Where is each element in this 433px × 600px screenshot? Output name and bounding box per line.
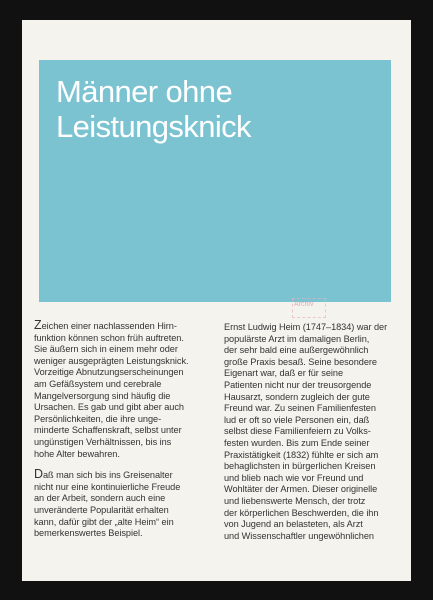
title-line-1: Männer ohne: [56, 74, 233, 109]
paragraph-heim-example: [34, 469, 212, 540]
right-text-column: [224, 322, 402, 542]
text-line: nicht nur eine kontinuierliche Freude: [34, 481, 181, 492]
title-banner: [39, 60, 391, 302]
text-line: Eigenart war, daß er für seine: [224, 368, 344, 379]
text-line: Ursachen. Es gab und gibt aber auch: [34, 402, 184, 413]
text-line: Persönlichkeiten, die ihre unge-: [34, 413, 162, 424]
text-line: der sehr bald eine außergewöhnlich: [224, 345, 369, 356]
text-line: behaglichsten in bürgerlichen Kreisen: [224, 461, 376, 472]
text-line: Ernst Ludwig Heim (1747–1834) war der: [224, 322, 388, 332]
text-line: unveränderte Popularität erhalten: [34, 504, 169, 515]
text-line: Patienten nicht nur der treusorgende: [224, 379, 372, 390]
text-line: Freund war. Zu seinen Familienfesten: [224, 403, 376, 414]
text-line: populärste Arzt im damaligen Berlin,: [224, 333, 370, 344]
text-line: lud er oft so viele Personen ein, daß: [224, 414, 370, 425]
text-line: von Jugend an belasteten, als Arzt: [224, 519, 363, 530]
text-line: bemerkenswertes Beispiel.: [34, 528, 143, 539]
text-line: und Wissenschaftler ungewöhnlichen: [224, 530, 374, 541]
text-line: große Praxis besaß. Seine besondere: [224, 356, 377, 367]
text-line: an der Arbeit, sondern auch eine: [34, 493, 166, 504]
text-line: Sie äußern sich in einem mehr oder: [34, 344, 178, 355]
text-line: und blieb nach wie vor Freund und: [224, 472, 364, 483]
text-line: Hausarzt, sondern zugleich der gute: [224, 391, 370, 402]
page-title: [56, 74, 386, 144]
text-line: selbst diese Familienfeiern zu Volks-: [224, 426, 371, 437]
text-line: Mangelversorgung sind häufig die: [34, 390, 171, 401]
paragraph-biography: [224, 322, 402, 542]
paragraph-intro: [34, 320, 212, 460]
text-line: festen wurden. Bis zum Ende seiner: [224, 437, 370, 448]
text-line: Praxistätigkeit (1832) fühlte er sich am: [224, 449, 379, 460]
text-line: aß man sich bis ins Greisenalter: [42, 470, 173, 481]
text-line: eichen einer nachlassenden Hirn-: [41, 321, 177, 331]
title-line-2: Leistungsknick: [56, 109, 251, 144]
drop-cap: Z: [34, 318, 42, 332]
text-line: Vorzeitige Abnutzungserscheinungen: [34, 367, 184, 378]
text-line: hohe Alter bewahren.: [34, 448, 120, 459]
drop-cap: D: [34, 467, 43, 482]
text-line: ungünstigen Verhältnissen, bis ins: [34, 436, 172, 447]
archive-stamp: Archiv: [292, 298, 326, 318]
text-line: am Gefäßsystem und cerebrale: [34, 378, 162, 389]
text-line: und liebenswerte Mensch, der trotz: [224, 495, 366, 506]
text-line: funktion können schon früh auftreten.: [34, 332, 184, 343]
left-text-column: [34, 320, 212, 540]
text-line: der körperlichen Beschwerden, die ihn: [224, 507, 379, 518]
text-line: weniger ausgeprägten Leistungsknick.: [34, 355, 189, 366]
text-line: minderte Schaffenskraft, selbst unter: [34, 425, 182, 436]
text-line: Wohltäter der Armen. Dieser originelle: [224, 484, 378, 495]
text-line: kann, dafür gibt der „alte Heim“ ein: [34, 516, 174, 527]
document-page: [22, 20, 411, 581]
